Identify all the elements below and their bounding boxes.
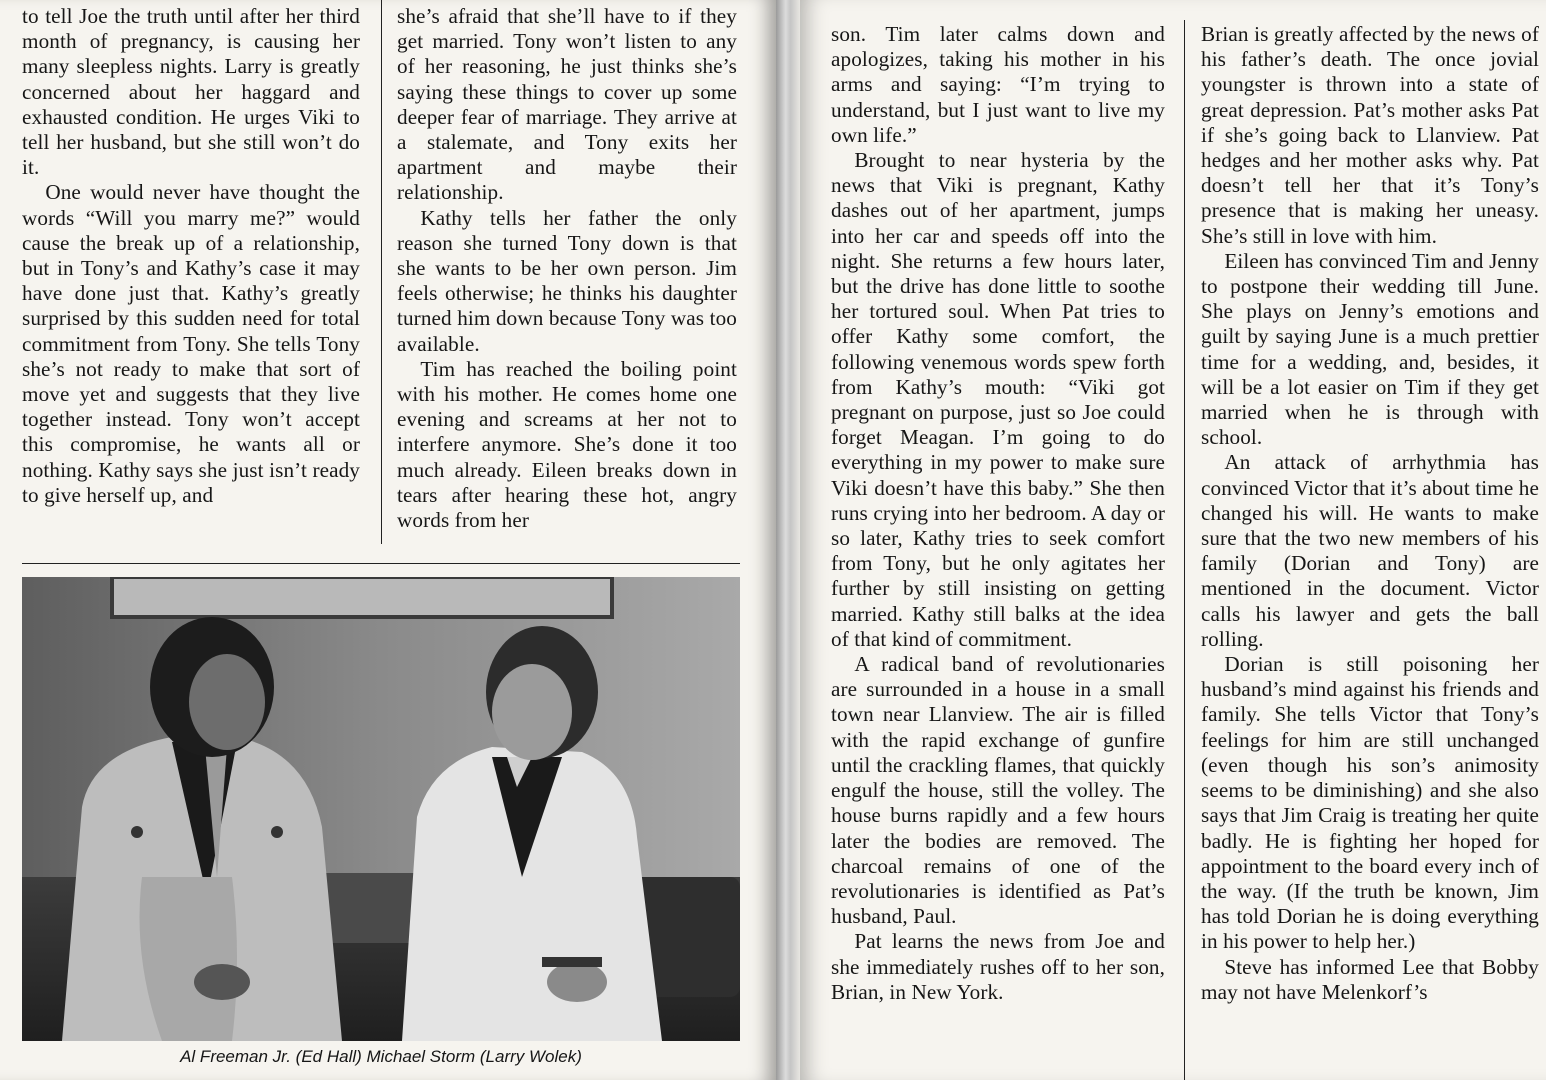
photo-caption: Al Freeman Jr. (Ed Hall) Michael Storm (Larry Wolek) — [180, 1047, 582, 1066]
paragraph: Pat learns the news from Joe and she immediately rushes off to her son, Brian, in New York. — [831, 929, 1165, 1004]
column-divider — [1184, 20, 1185, 1080]
paragraph: A radical band of revolutionaries are surrounded in a house in a small town near Llanview. The air is filled with the rapid exchange of gunfire until the crackling flames, that quickly engulf the house, still the volley. The house burns rapidly and a few hours later the bodies are removed. The charcoal remains of one of the revolutionaries is identified as Pat’s husband, Paul. — [831, 652, 1165, 929]
paragraph: Eileen has convinced Tim and Jenny to postpone their wedding till June. She plays on Jenny’s emotions and guilt by saying June is a much prettier time for a wedding, and, besides, it will be a lot easier on Tim if they get married when he is through with school. — [1201, 248, 1539, 450]
paragraph: son. Tim later calms down and apologizes, taking his mother in his arms and saying: “I’m trying to understand, but I just want to live my own life.” — [831, 22, 1165, 147]
paragraph: Dorian is still poisoning her husband’s mind against his friends and family. She tells Victor that Tony’s feelings for him are still unchanged (even though his son’s animosity seems to be diminishing) and she also says that Jim Craig is treating her quite badly. He is fighting her hoped for appointment to the board every inch of the way. (If the truth be known, Jim has told Dorian he is doing everything in his power to help her.) — [1201, 652, 1539, 954]
paragraph: Brian is greatly affected by the news of his father’s death. The once jovial youngster is thrown into a state of great depression. Pat’s mother asks Pat if she’s going back to Llanview. Pat hedges and her mother asks why. Pat doesn’t tell her that it’s Tony’s presence that is making her uneasy. She’s still in love with him. — [1201, 22, 1539, 248]
photo-divider — [22, 563, 740, 564]
paragraph: Brought to near hysteria by the news that Viki is pregnant, Kathy dashes out of her apartment, jumps into her car and speeds off into the night. She returns a few hours later, but the drive has done little to soothe her tortured soul. When Pat tries to offer Kathy some comfort, the following venemous words spew forth from Kathy’s mouth: “Viki got pregnant on purpose, just so Joe could forget Meagan. I’m going to do everything in my power to make sure Viki doesn’t have this baby.” She then runs crying into her bedroom. A day or so later, Kathy tries to seek comfort from Tony, but he only agitates her further by still insisting on getting married. Kathy still balks at the idea of that kind of commitment. — [831, 148, 1165, 651]
right-column-1 — [831, 22, 1165, 1005]
photo-illustration — [22, 577, 740, 1041]
paragraph: to tell Joe the truth until after her third month of pregnancy, is causing her many sleepless nights. Larry is greatly concerned about her haggard and exhausted condition. He urges Viki to tell her husband, but she still won’t do it. — [22, 4, 360, 180]
right-page — [800, 0, 1546, 1080]
book-gutter — [776, 0, 800, 1080]
left-column-2 — [397, 4, 737, 533]
paragraph: One would never have thought the words “Will you marry me?” would cause the break up of a relationship, but in Tony’s and Kathy’s case it may have done just that. Kathy’s greatly surprised by this sudden need for total commitment from Tony. She tells Tony she’s not ready to make that sort of move yet and suggests that they live together instead. Tony won’t accept this compromise, he wants all or nothing. Kathy says she just isn’t ready to give herself up, and — [22, 180, 360, 507]
paragraph: An attack of arrhythmia has convinced Victor that it’s about time he changed his will. He wants to make sure that the two new members of his family (Dorian and Tony) are mentioned in the document. Victor calls his lawyer and gets the ball rolling. — [1201, 450, 1539, 651]
paragraph: Kathy tells her father the only reason she turned Tony down is that she wants to be her own person. Jim feels otherwise; he thinks his daughter turned him down because Tony was too available. — [397, 205, 737, 356]
right-column-2 — [1201, 22, 1539, 1005]
paragraph: Tim has reached the boiling point with his mother. He comes home one evening and screams at her not to interfere anymore. She’s done it too much already. Eileen breaks down in tears after hearing these hot, angry words from her — [397, 356, 737, 533]
article-photo — [22, 577, 740, 1041]
paragraph: Steve has informed Lee that Bobby may not have Melenkorf’s — [1201, 954, 1539, 1004]
paragraph: she’s afraid that she’ll have to if they get married. Tony won’t listen to any of her reasoning, he just thinks she’s saying these things to cover up some deeper fear of marriage. They arrive at a stalemate, and Tony exits her apartment and maybe their relationship. — [397, 4, 737, 205]
column-divider — [381, 0, 382, 544]
left-column-1 — [22, 4, 360, 508]
